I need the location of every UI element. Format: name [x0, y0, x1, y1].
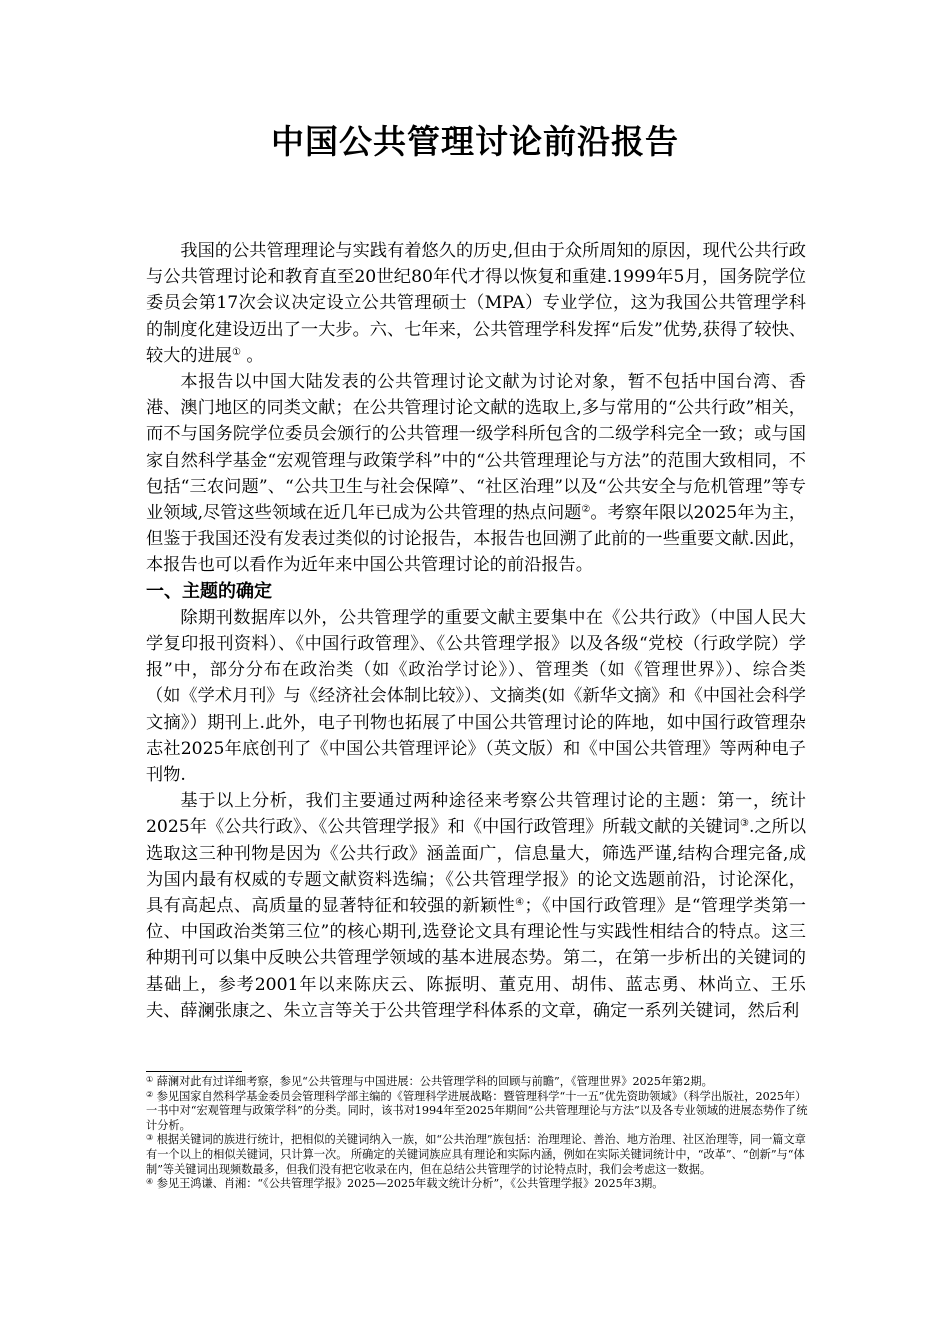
paragraph-text: 除期刊数据库以外，公共管理学的重要文献主要集中在《公共行政》（中国人民大学复印报刊资料）、《中国行政管理》、《公共管理学报》以及各级“党校（行政学院）学报”中，部分分布在政治类（如《政治学讨论》）、管理类（如《管理世界》）、综合类（如《学术月刊》与《经济社会体制比较》）、文摘类(如《新华文摘》和《中国社会科学文摘》）期刊上.此外，电子刊物也拓展了中国公共管理讨论的阵地，如中国行政管理杂志社2025年底创刊了《中国公共管理评论》（英文版）和《中国公共管理》等两种电子刊物.	[146, 607, 806, 786]
footnote-text: 根据关键词的族进行统计，把相似的关键词纳入一族，如“公共治理”族包括：治理理论、善治、地方治理、社区治理等，同一篇文章有一个以上的相似关键词，只计算一次。 所确定的关键词族应具有理论和实际内涵，例如在实际关键词统计中，“改革”、“创新”与“体制”等关键词出现频数最多，但我们没有把它收录在内，但在总结公共管理学的讨论特点时，我们会考虑这一数据。	[146, 1133, 806, 1176]
footnote-mark: ①	[146, 1075, 154, 1084]
paragraph-text: ；《中国行政管理》是“管理学类第一位、中国政治类第三位”的核心期刊,选登论文具有理论性与实践性相结合的特点。这三种期刊可以集中反映公共管理学领域的基本进展态势。第二，在第一步析出的关键词的基础上，参考2001年以来陈庆云、陈振明、董克用、胡伟、蓝志勇、林尚立、王乐夫、薛澜张康之、朱立言等关于公共管理学科体系的文章，确定一系列关键词，然后利	[146, 896, 806, 1021]
intro-paragraph-2	[146, 369, 806, 579]
footnote-1	[146, 1075, 816, 1090]
paragraph-text: 。考察年限以2025年为主，但鉴于我国还没有发表过类似的讨论报告，本报告也回溯了此前的一些重要文献.因此，本报告也可以看作为近年来中国公共管理讨论的前沿报告。	[146, 503, 807, 576]
footnote-4	[146, 1177, 816, 1192]
footnote-ref-2: ②	[581, 504, 591, 516]
footnotes	[146, 1075, 816, 1192]
section1-paragraph-1	[146, 605, 806, 788]
footnote-ref-3: ③	[739, 818, 749, 830]
paragraph-text: .之所以选取这三种刊物是因为《公共行政》涵盖面广，信息量大，筛选严谨,结构合理完备,成为国内最有权威的专题文献资料选编；《公共管理学报》的论文选题前沿，讨论深化，具有高起点、高质量的显著特征和较强的新颖性	[146, 817, 807, 917]
section-heading: 一、主题的确定	[146, 580, 272, 602]
footnote-text: 薛澜对此有过详细考察，参见“公共管理与中国进展：公共管理学科的回顾与前瞻”，《管理世界》2025年第2期。	[153, 1075, 713, 1088]
footnote-mark: ③	[146, 1133, 154, 1143]
paragraph-text: 。	[240, 345, 264, 366]
footnote-text: 参见王鸿谦、肖湘：“《公共管理学报》2025—2025年载文统计分析”，《公共管理学报》2025年3期。	[153, 1177, 664, 1191]
footnote-ref-4: ④	[515, 897, 525, 909]
footnote-separator	[146, 1071, 242, 1072]
footnote-mark: ②	[146, 1089, 154, 1099]
footnote-3	[146, 1133, 816, 1177]
document-body	[146, 238, 806, 1024]
document-title: 中国公共管理讨论前沿报告	[271, 122, 679, 161]
footnote-text: 参见国家自然科学基金委员会管理科学部主编的《管理科学进展战略：暨管理科学“十一五”优先资助领域》（科学出版社，2025年）一书中对“宏观管理与政策学科”的分类。同时，该书对1994年至2025年期间“公共管理理论与方法”以及各专业领域的进展态势作了统计分析。	[146, 1089, 808, 1132]
footnote-mark: ④	[146, 1177, 154, 1187]
paragraph-text: 我国的公共管理理论与实践有着悠久的历史,但由于众所周知的原因，现代公共行政与公共管理讨论和教育直至20世纪80年代才得以恢复和重建.1999年5月，国务院学位委员会第17次会议决定设立公共管理硕士（MPA）专业学位，这为我国公共管理学科的制度化建设迈出了一大步。六、七年来，公共管理学科发挥“后发”优势,获得了较快、较大的进展	[146, 241, 806, 366]
section1-paragraph-2	[146, 788, 806, 1024]
footnote-2	[146, 1090, 816, 1134]
paragraph-text: 本报告以中国大陆发表的公共管理讨论文献为讨论对象，暂不包括中国台湾、香港、澳门地区的同类文献；在公共管理讨论文献的选取上,多与常用的“公共行政”相关，而不与国务院学位委员会颁行的公共管理一级学科所包含的二级学科完全一致；或与国家自然科学基金“宏观管理与政策学科”中的“公共管理理论与方法”的范围大致相同，不包括“三农问题”、“公共卫生与社会保障”、“社区治理”以及“公共安全与危机管理”等专业领域,尽管这些领域在近几年已成为公共管理的热点问题	[146, 372, 806, 524]
footnote-ref-1: ①	[231, 346, 241, 358]
paragraph-text: 基于以上分析，我们主要通过两种途径来考察公共管理讨论的主题：第一，统计2025年《公共行政》、《公共管理学报》和《中国行政管理》所载文献的关键词	[146, 791, 806, 838]
intro-paragraph-1	[146, 238, 806, 369]
